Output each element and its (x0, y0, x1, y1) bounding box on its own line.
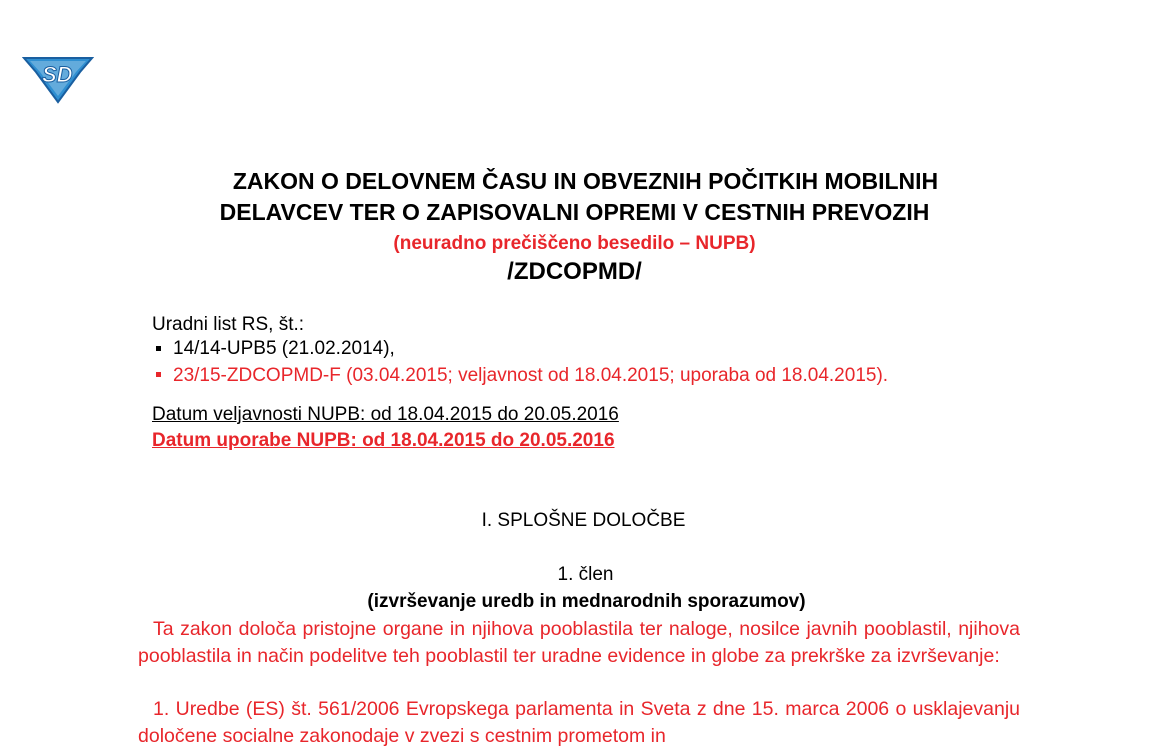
article-title: (izvrševanje uredb in mednarodnih sporazumov) (367, 591, 806, 612)
sd-shield-logo-icon (22, 52, 94, 104)
logo-text: SD (42, 62, 73, 87)
validity-date: Datum veljavnosti NUPB: od 18.04.2015 do 20.05.2016 (152, 404, 619, 425)
section-heading: I. SPLOŠNE DOLOČBE (481, 510, 686, 531)
bullet-icon (156, 372, 161, 377)
article-number: 1. člen (557, 564, 614, 585)
bullet-icon (156, 346, 161, 351)
use-date: Datum uporabe NUPB: od 18.04.2015 do 20.05.2016 (152, 430, 615, 451)
document-subtitle: (neuradno prečiščeno besedilo – NUPB) (393, 233, 756, 254)
gazette-item: 14/14-UPB5 (21.02.2014), (173, 338, 395, 359)
document-title-line2: DELAVCEV TER O ZAPISOVALNI OPREMI V CESTNIH PREVOZIH (219, 199, 930, 225)
article-paragraph: Ta zakon določa pristojne organe in njihova pooblastila ter naloge, nosilce javnih pooblastil, njihova pooblastila in način podelitve teh pooblastil ter uradne evidence in globe za prekrške za izvrševanje: (138, 618, 1020, 667)
document-abbreviation: /ZDCOPMD/ (507, 258, 642, 285)
gazette-heading: Uradni list RS, št.: (152, 314, 305, 335)
article-paragraph: 1. Uredbe (ES) št. 561/2006 Evropskega parlamenta in Sveta z dne 15. marca 2006 o usklajevanju določene socialne zakonodaje v zvezi s cestnim prometom in (138, 698, 1020, 747)
document-title-line1: ZAKON O DELOVNEM ČASU IN OBVEZNIH POČITKIH MOBILNIH (232, 168, 939, 194)
gazette-item: 23/15-ZDCOPMD-F (03.04.2015; veljavnost od 18.04.2015; uporaba od 18.04.2015). (173, 365, 889, 386)
